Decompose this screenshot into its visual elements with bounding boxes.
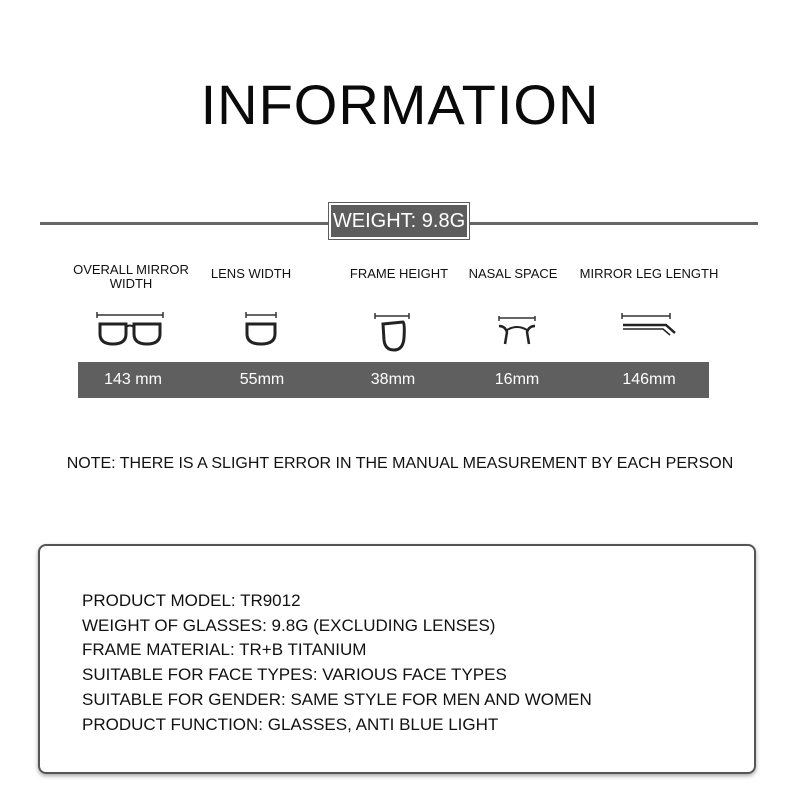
lens-width-icon [243, 312, 279, 348]
label-lens-width: LENS WIDTH [210, 266, 292, 281]
label-temple-length: MIRROR LEG LENGTH [579, 266, 719, 281]
spec-face-types: SUITABLE FOR FACE TYPES: VARIOUS FACE TYPES [82, 665, 507, 684]
label-frame-height: FRAME HEIGHT [349, 266, 449, 281]
value-nasal-space: 16mm [494, 371, 540, 388]
spec-product-model: PRODUCT MODEL: TR9012 [82, 591, 301, 610]
spec-frame-material: FRAME MATERIAL: TR+B TITANIUM [82, 640, 367, 659]
nasal-space-icon [497, 316, 537, 348]
weight-badge: WEIGHT: 9.8G [329, 203, 469, 239]
label-overall-width: OVERALL MIRROR WIDTH [73, 262, 189, 291]
spec-function: PRODUCT FUNCTION: GLASSES, ANTI BLUE LIGHT [82, 715, 499, 734]
measurement-note: NOTE: THERE IS A SLIGHT ERROR IN THE MANUAL MEASUREMENT BY EACH PERSON [66, 455, 734, 472]
value-temple-length: 146mm [622, 371, 676, 388]
spec-gender: SUITABLE FOR GENDER: SAME STYLE FOR MEN AND WOMEN [82, 690, 592, 709]
value-lens-width: 55mm [239, 371, 285, 388]
spec-weight: WEIGHT OF GLASSES: 9.8G (EXCLUDING LENSES) [82, 616, 496, 635]
temple-length-icon [620, 313, 678, 339]
value-overall-width: 143 mm [104, 371, 162, 388]
frame-height-icon [372, 312, 412, 354]
front-frame-icon [95, 312, 165, 348]
label-nasal-space: NASAL SPACE [468, 266, 558, 281]
value-frame-height: 38mm [370, 371, 416, 388]
page-title: INFORMATION [200, 73, 600, 136]
